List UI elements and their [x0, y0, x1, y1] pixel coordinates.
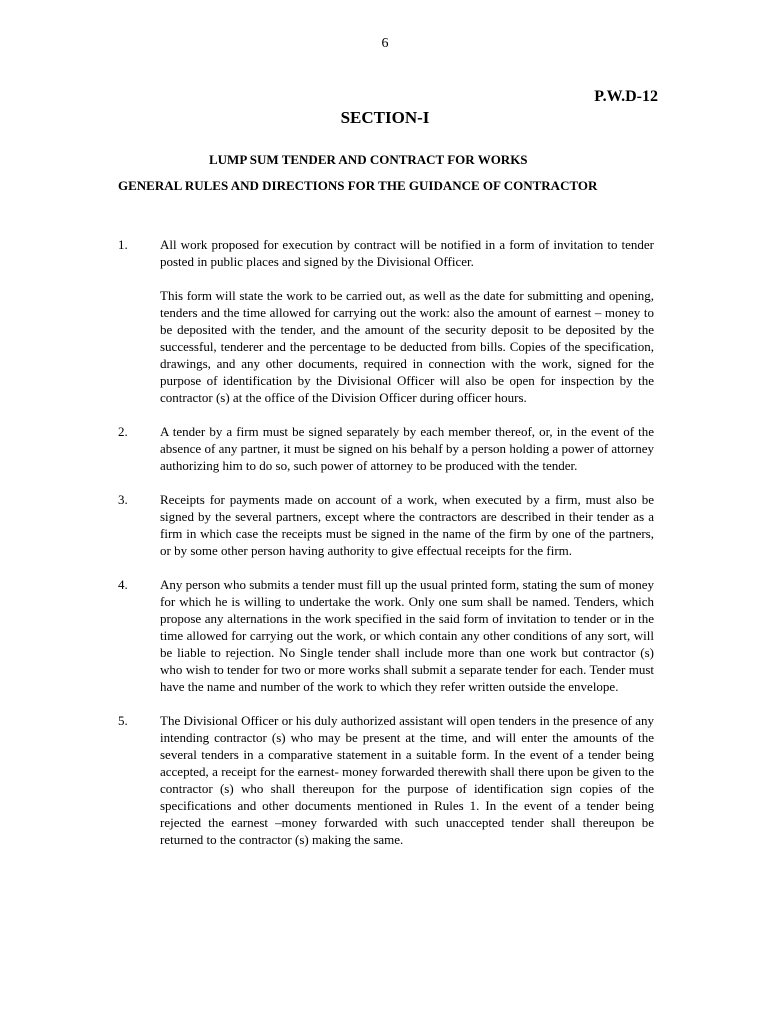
rule-item: [118, 236, 654, 406]
rule-paragraph: A tender by a firm must be signed separately by each member thereof, or, in the event of the absence of any partner, it must be signed on his behalf by a person holding a power of attorney authorizing him to do so, such power of attorney to be produced with the tender.: [160, 424, 654, 473]
form-code: P.W.D-12: [594, 88, 658, 105]
rule-paragraph: All work proposed for execution by contract will be notified in a form of invitation to tender posted in public places and signed by the Divisional Officer.: [160, 237, 654, 269]
rule-body: [160, 423, 654, 474]
section-title: SECTION-I: [340, 108, 430, 127]
rule-item: [118, 712, 654, 848]
rule-paragraph: Any person who submits a tender must fill up the usual printed form, stating the sum of money for which he is willing to undertake the work. Only one sum shall be named. Tenders, which propose any alternations in the work specified in the said form of invitation to tender or in the time allowed for carrying out the work, or which contain any other conditions of any sort, will be liable to rejection. No Single tender shall include more than one work but contractor (s) who wish to tender for two or more works shall submit a separate tender for each. Tender must have the name and number of the work to which they refer written outside the envelope.: [160, 577, 654, 694]
rule-paragraph: The Divisional Officer or his duly authorized assistant will open tenders in the presence of any intending contractor (s) who may be present at the time, and will enter the amounts of the several tenders in a comparative statement in a suitable form. In the event of a tender being accepted, a receipt for the earnest- money forwarded therewith shall there upon be given to the contractor (s) who shall thereupon for the purpose of identification sign copies of the specifications and other documents mentioned in Rules 1. In the event of a tender being rejected the earnest –money forwarded with such unaccepted tender shall thereupon be returned to the contractor (s) making the same.: [160, 713, 654, 847]
rule-body: [160, 491, 654, 559]
rule-body: [160, 712, 654, 848]
rule-number: 5.: [118, 713, 128, 728]
rule-item: [118, 576, 654, 695]
rule-number: 3.: [118, 492, 128, 507]
rule-body: [160, 576, 654, 695]
rules-list: [118, 236, 654, 865]
rule-number: 4.: [118, 577, 128, 592]
rule-item: [118, 491, 654, 559]
rule-number: 1.: [118, 237, 128, 252]
subtitle-lump-sum: LUMP SUM TENDER AND CONTRACT FOR WORKS: [209, 152, 528, 167]
rule-body: [160, 236, 654, 406]
subtitle-general-rules: GENERAL RULES AND DIRECTIONS FOR THE GUIDANCE OF CONTRACTOR: [118, 178, 598, 193]
rule-paragraph: Receipts for payments made on account of a work, when executed by a firm, must also be signed by the several partners, except where the contractors are described in their tender as a firm in which case the receipts must be signed in the name of the firm by one of the partners, or by some other person having authority to give effectual receipts for the firm.: [160, 492, 654, 558]
rule-paragraph: This form will state the work to be carried out, as well as the date for submitting and opening, tenders and the time allowed for carrying out the work: also the amount of earnest – money to be deposited with the tender, and the amount of the security deposit to be deposited by the successful, tenderer and the percentage to be deducted from bills. Copies of the specification, drawings, and any other documents, required in connection with the work, signed for the purpose of identification by the Divisional Officer will also be open for inspection by the contractor (s) at the office of the Division Officer during officer hours.: [160, 288, 654, 405]
rule-number: 2.: [118, 424, 128, 439]
page-number: 6: [381, 36, 389, 51]
rule-item: [118, 423, 654, 474]
